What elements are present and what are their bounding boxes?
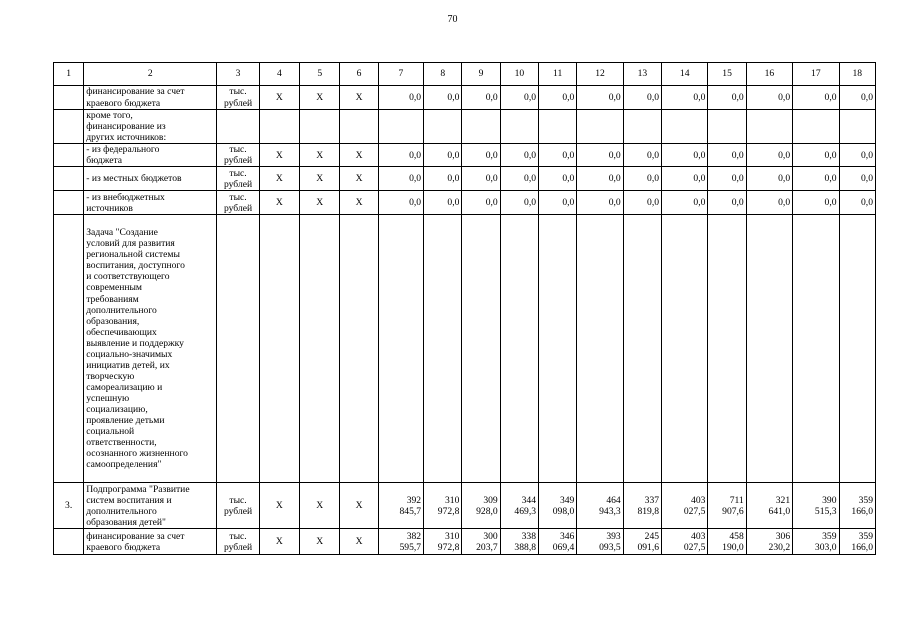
value-cell: 0,0: [378, 167, 423, 191]
value-cell: [839, 110, 875, 144]
value-cell: 0,0: [424, 191, 462, 215]
value-cell: 0,0: [378, 144, 423, 167]
value-cell: 0,0: [462, 144, 500, 167]
table-row: [54, 191, 876, 215]
value-cell: 0,0: [662, 86, 708, 110]
value-cell: [462, 215, 500, 483]
value-cell: [378, 215, 423, 483]
column-6-cell: Х: [340, 144, 378, 167]
value-cell: 346 069,4: [539, 529, 577, 555]
header-cell: 7: [378, 63, 423, 86]
value-cell: [623, 215, 661, 483]
value-cell: 321 641,0: [746, 483, 792, 529]
header-cell: 2: [84, 63, 217, 86]
unit-cell: [217, 215, 259, 483]
table-row: [54, 144, 876, 167]
value-cell: 0,0: [746, 86, 792, 110]
value-cell: [793, 110, 839, 144]
value-cell: 0,0: [539, 191, 577, 215]
value-cell: 458 190,0: [708, 529, 746, 555]
column-6-cell: Х: [340, 191, 378, 215]
column-6-cell: [340, 215, 378, 483]
value-cell: [424, 215, 462, 483]
column-6-cell: Х: [340, 529, 378, 555]
value-cell: 0,0: [577, 167, 623, 191]
value-cell: 382 595,7: [378, 529, 423, 555]
value-cell: 0,0: [623, 86, 661, 110]
row-number-cell: 3.: [54, 483, 84, 529]
value-cell: [500, 110, 538, 144]
value-cell: [378, 110, 423, 144]
header-row: [54, 63, 876, 86]
column-4-cell: Х: [259, 529, 299, 555]
value-cell: 310 972,8: [424, 483, 462, 529]
value-cell: [746, 110, 792, 144]
value-cell: 0,0: [539, 167, 577, 191]
column-4-cell: [259, 215, 299, 483]
value-cell: 0,0: [500, 144, 538, 167]
value-cell: [539, 215, 577, 483]
column-4-cell: Х: [259, 483, 299, 529]
value-cell: 0,0: [424, 167, 462, 191]
value-cell: 310 972,8: [424, 529, 462, 555]
value-cell: 403 027,5: [662, 483, 708, 529]
header-cell: 15: [708, 63, 746, 86]
header-cell: 8: [424, 63, 462, 86]
value-cell: 0,0: [746, 191, 792, 215]
column-6-cell: Х: [340, 167, 378, 191]
header-cell: 5: [300, 63, 340, 86]
column-5-cell: Х: [300, 144, 340, 167]
column-5-cell: [300, 110, 340, 144]
value-cell: 0,0: [839, 167, 875, 191]
value-cell: 0,0: [378, 86, 423, 110]
table-row: [54, 215, 876, 483]
row-number-cell: [54, 144, 84, 167]
unit-cell: тыс. рублей: [217, 483, 259, 529]
value-cell: [577, 215, 623, 483]
value-cell: [662, 215, 708, 483]
description-cell: финансирование за счет краевого бюджета: [84, 529, 217, 555]
value-cell: 393 093,5: [577, 529, 623, 555]
value-cell: 337 819,8: [623, 483, 661, 529]
row-number-cell: [54, 529, 84, 555]
header-cell: 1: [54, 63, 84, 86]
value-cell: 0,0: [577, 86, 623, 110]
value-cell: 0,0: [424, 86, 462, 110]
header-cell: 17: [793, 63, 839, 86]
value-cell: 0,0: [462, 167, 500, 191]
value-cell: 338 388,8: [500, 529, 538, 555]
table-row: [54, 483, 876, 529]
page-number: 70: [447, 14, 458, 25]
value-cell: [424, 110, 462, 144]
header-cell: 18: [839, 63, 875, 86]
column-5-cell: Х: [300, 86, 340, 110]
value-cell: 306 230,2: [746, 529, 792, 555]
value-cell: [746, 215, 792, 483]
column-4-cell: [259, 110, 299, 144]
row-number-cell: [54, 191, 84, 215]
row-number-cell: [54, 167, 84, 191]
header-cell: 16: [746, 63, 792, 86]
value-cell: 0,0: [378, 191, 423, 215]
value-cell: 0,0: [708, 191, 746, 215]
column-5-cell: Х: [300, 167, 340, 191]
value-cell: 0,0: [708, 144, 746, 167]
column-5-cell: Х: [300, 483, 340, 529]
column-6-cell: Х: [340, 483, 378, 529]
column-5-cell: [300, 215, 340, 483]
value-cell: 0,0: [746, 144, 792, 167]
value-cell: [500, 215, 538, 483]
value-cell: 711 907,6: [708, 483, 746, 529]
header-cell: 9: [462, 63, 500, 86]
value-cell: 0,0: [539, 144, 577, 167]
value-cell: [839, 215, 875, 483]
value-cell: [623, 110, 661, 144]
description-cell: - из местных бюджетов: [84, 167, 217, 191]
header-cell: 11: [539, 63, 577, 86]
value-cell: 300 203,7: [462, 529, 500, 555]
column-4-cell: Х: [259, 191, 299, 215]
value-cell: [577, 110, 623, 144]
column-5-cell: Х: [300, 191, 340, 215]
value-cell: 464 943,3: [577, 483, 623, 529]
value-cell: 0,0: [577, 144, 623, 167]
description-cell: Подпрограмма "Развитие систем воспитания и дополнительного образования детей": [84, 483, 217, 529]
value-cell: 0,0: [839, 144, 875, 167]
header-cell: 3: [217, 63, 259, 86]
header-cell: 10: [500, 63, 538, 86]
value-cell: 0,0: [708, 167, 746, 191]
value-cell: [793, 215, 839, 483]
value-cell: 0,0: [623, 191, 661, 215]
value-cell: 0,0: [462, 191, 500, 215]
value-cell: 0,0: [500, 86, 538, 110]
table-row: [54, 86, 876, 110]
row-number-cell: [54, 86, 84, 110]
value-cell: [462, 110, 500, 144]
row-number-cell: [54, 110, 84, 144]
unit-cell: тыс. рублей: [217, 191, 259, 215]
value-cell: 344 469,3: [500, 483, 538, 529]
value-cell: 392 845,7: [378, 483, 423, 529]
value-cell: 0,0: [793, 167, 839, 191]
column-4-cell: Х: [259, 86, 299, 110]
header-cell: 14: [662, 63, 708, 86]
value-cell: 0,0: [793, 86, 839, 110]
table-row: [54, 167, 876, 191]
table-row: [54, 110, 876, 144]
value-cell: 349 098,0: [539, 483, 577, 529]
value-cell: 359 166,0: [839, 483, 875, 529]
value-cell: [708, 215, 746, 483]
column-5-cell: Х: [300, 529, 340, 555]
value-cell: 0,0: [793, 191, 839, 215]
value-cell: 0,0: [623, 144, 661, 167]
value-cell: 359 303,0: [793, 529, 839, 555]
unit-cell: тыс. рублей: [217, 529, 259, 555]
description-cell: финансирование за счет краевого бюджета: [84, 86, 217, 110]
row-number-cell: [54, 215, 84, 483]
value-cell: 0,0: [500, 167, 538, 191]
value-cell: [662, 110, 708, 144]
unit-cell: тыс. рублей: [217, 144, 259, 167]
value-cell: 0,0: [539, 86, 577, 110]
column-6-cell: [340, 110, 378, 144]
description-cell: - из федерального бюджета: [84, 144, 217, 167]
header-cell: 12: [577, 63, 623, 86]
value-cell: 0,0: [424, 144, 462, 167]
value-cell: 0,0: [746, 167, 792, 191]
value-cell: 0,0: [839, 191, 875, 215]
value-cell: 390 515,3: [793, 483, 839, 529]
value-cell: [539, 110, 577, 144]
description-cell: - из внебюджетных источников: [84, 191, 217, 215]
value-cell: [708, 110, 746, 144]
description-cell: Задача "Создание условий для развития региональной системы воспитания, доступного и соответствующего современным требованиям дополнительного образования, обеспечивающих выявление и поддержку социально-значимых инициатив детей, их творческую самореализацию и успешную социализацию, проявление детьми социальной ответственности, осознанного жизненного самоопределения": [84, 215, 217, 483]
budget-table: [53, 62, 876, 555]
value-cell: 0,0: [662, 144, 708, 167]
value-cell: 0,0: [662, 191, 708, 215]
unit-cell: [217, 110, 259, 144]
value-cell: 0,0: [839, 86, 875, 110]
value-cell: 0,0: [577, 191, 623, 215]
value-cell: 309 928,0: [462, 483, 500, 529]
value-cell: 0,0: [708, 86, 746, 110]
description-cell: кроме того, финансирование из других источников:: [84, 110, 217, 144]
value-cell: 0,0: [500, 191, 538, 215]
value-cell: 0,0: [623, 167, 661, 191]
column-4-cell: Х: [259, 144, 299, 167]
unit-cell: тыс. рублей: [217, 86, 259, 110]
header-cell: 4: [259, 63, 299, 86]
unit-cell: тыс. рублей: [217, 167, 259, 191]
value-cell: 403 027,5: [662, 529, 708, 555]
header-cell: 6: [340, 63, 378, 86]
column-4-cell: Х: [259, 167, 299, 191]
value-cell: 0,0: [662, 167, 708, 191]
header-cell: 13: [623, 63, 661, 86]
column-6-cell: Х: [340, 86, 378, 110]
value-cell: 245 091,6: [623, 529, 661, 555]
table-row: [54, 529, 876, 555]
value-cell: 359 166,0: [839, 529, 875, 555]
value-cell: 0,0: [462, 86, 500, 110]
value-cell: 0,0: [793, 144, 839, 167]
